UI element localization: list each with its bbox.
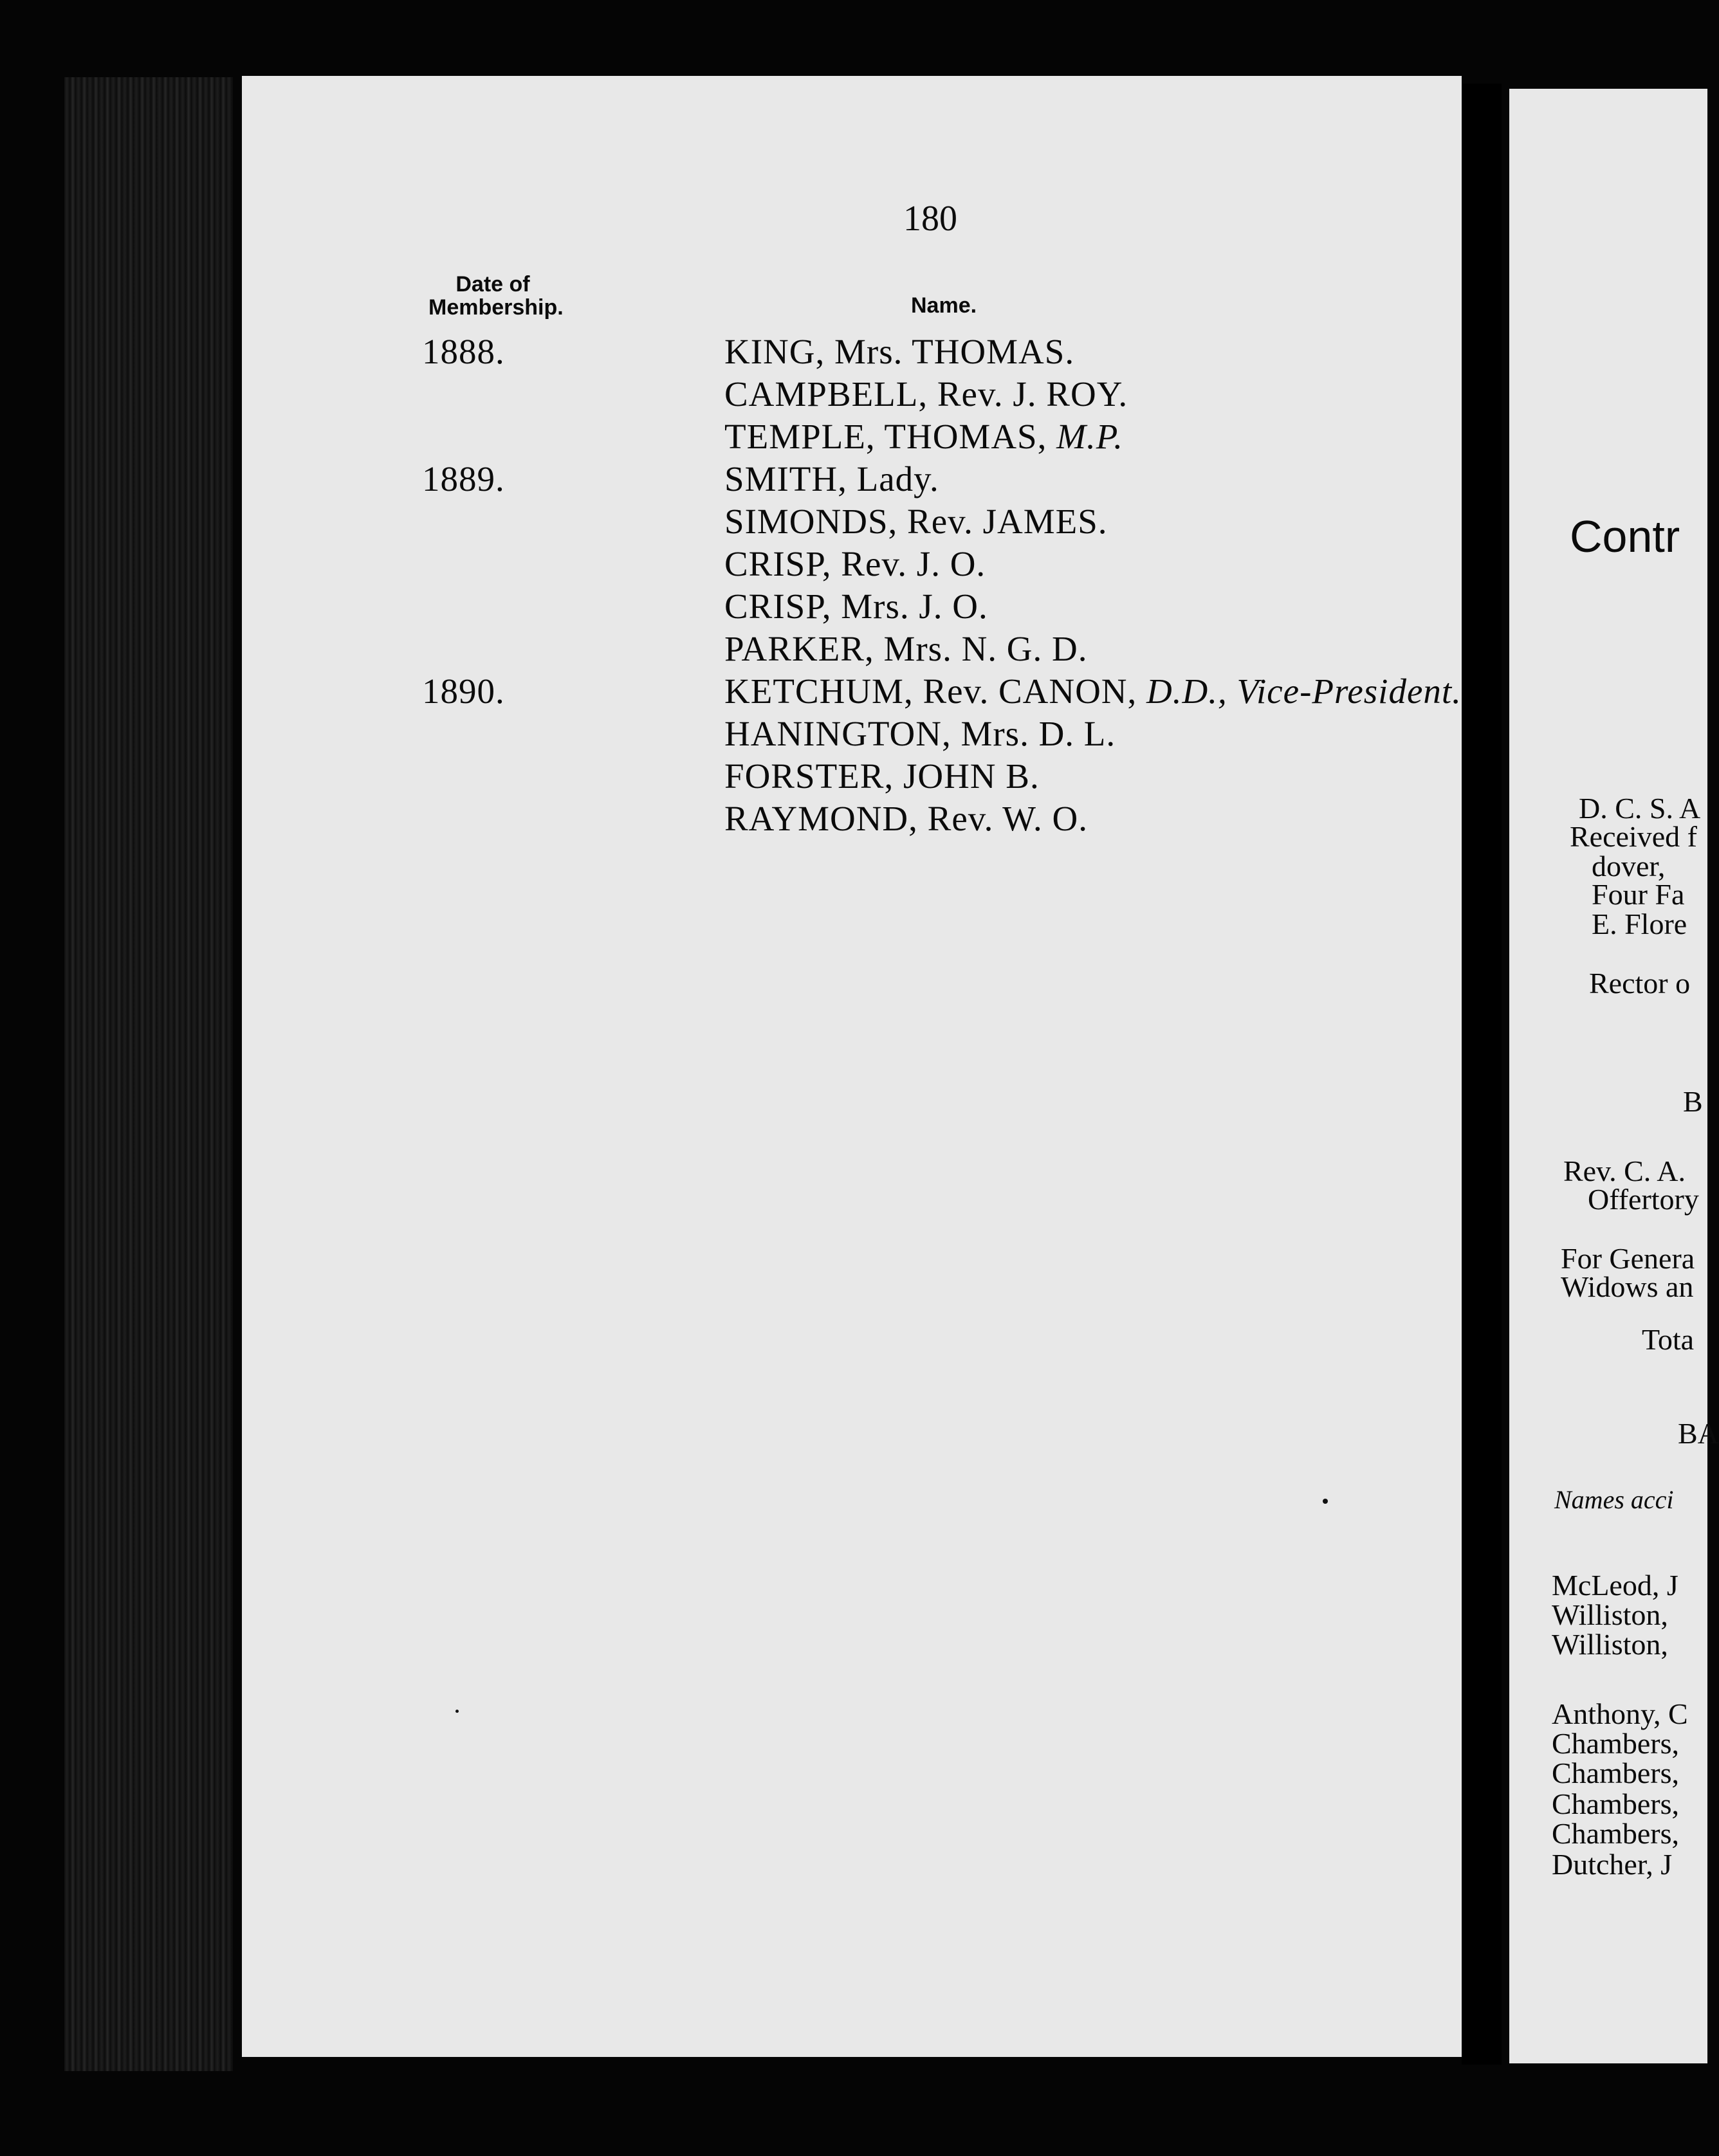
right-page-line: Chambers,	[1552, 1817, 1680, 1850]
right-page-line: Anthony, C	[1552, 1697, 1688, 1730]
ink-speck	[1323, 1499, 1328, 1504]
member-row	[422, 331, 1462, 373]
name-column-header: Name.	[911, 293, 977, 318]
ink-speck	[455, 1710, 459, 1713]
member-name: KETCHUM, Rev. CANON, D.D., Vice-President.	[724, 671, 1462, 711]
right-page-title: Contr	[1570, 511, 1680, 562]
right-page-line: Chambers,	[1552, 1787, 1680, 1820]
membership-list	[422, 331, 1462, 840]
right-page-line: Williston,	[1552, 1628, 1668, 1661]
date-header-line2: Membership.	[428, 295, 564, 320]
right-page-line: Williston,	[1552, 1598, 1668, 1631]
right-page-line: Widows an	[1561, 1270, 1694, 1303]
member-row	[422, 543, 1462, 585]
member-name: CRISP, Rev. J. O.	[724, 544, 986, 583]
right-page-line: Four Fa	[1592, 878, 1685, 911]
member-row	[422, 585, 1462, 628]
right-page-line: Names acci	[1554, 1485, 1674, 1514]
member-row	[422, 798, 1462, 840]
member-name: SIMONDS, Rev. JAMES.	[724, 502, 1108, 541]
right-page-line: Rector o	[1589, 967, 1691, 1000]
book-spine	[64, 77, 233, 2071]
member-name: KING, Mrs. THOMAS.	[724, 332, 1075, 371]
right-page-fragment	[1509, 89, 1719, 2063]
member-row	[422, 416, 1462, 458]
right-page-line: Received f	[1570, 820, 1697, 853]
member-name: CAMPBELL, Rev. J. ROY.	[724, 374, 1128, 414]
member-row	[422, 373, 1462, 416]
date-of-membership-header	[428, 272, 564, 320]
member-name: TEMPLE, THOMAS, M.P.	[724, 417, 1123, 456]
right-page-line: dover,	[1592, 850, 1666, 882]
right-page-line: McLeod, J	[1552, 1569, 1678, 1602]
right-page-line: D. C. S. A	[1579, 792, 1701, 825]
member-year: 1890.	[422, 671, 505, 711]
member-row	[422, 713, 1462, 755]
member-name: HANINGTON, Mrs. D. L.	[724, 714, 1116, 753]
right-page-line: Dutcher, J	[1552, 1848, 1673, 1881]
member-row	[422, 670, 1462, 713]
page-number: 180	[903, 199, 957, 239]
date-header-line1: Date of	[455, 272, 530, 297]
member-name: RAYMOND, Rev. W. O.	[724, 799, 1088, 838]
right-page-line: Tota	[1642, 1323, 1695, 1356]
member-name: SMITH, Lady.	[724, 459, 939, 498]
right-page-line: Offertory	[1588, 1183, 1699, 1216]
member-row	[422, 755, 1462, 798]
member-row	[422, 628, 1462, 670]
member-year: 1889.	[422, 459, 505, 498]
page-gutter	[1462, 84, 1502, 2065]
right-page-line: E. Flore	[1592, 908, 1687, 940]
member-row	[422, 458, 1462, 500]
member-name: PARKER, Mrs. N. G. D.	[724, 629, 1088, 668]
member-name: CRISP, Mrs. J. O.	[724, 587, 988, 626]
member-year: 1888.	[422, 332, 505, 371]
right-page-line: B	[1683, 1085, 1703, 1118]
right-page-line: BA	[1678, 1417, 1719, 1450]
right-page-line: Rev. C. A.	[1563, 1155, 1686, 1187]
left-page	[242, 76, 1462, 2057]
right-page-line: For Genera	[1561, 1242, 1695, 1275]
member-row	[422, 500, 1462, 543]
member-name: FORSTER, JOHN B.	[724, 756, 1040, 796]
right-page-line: Chambers,	[1552, 1727, 1680, 1760]
right-page-line: Chambers,	[1552, 1757, 1680, 1789]
